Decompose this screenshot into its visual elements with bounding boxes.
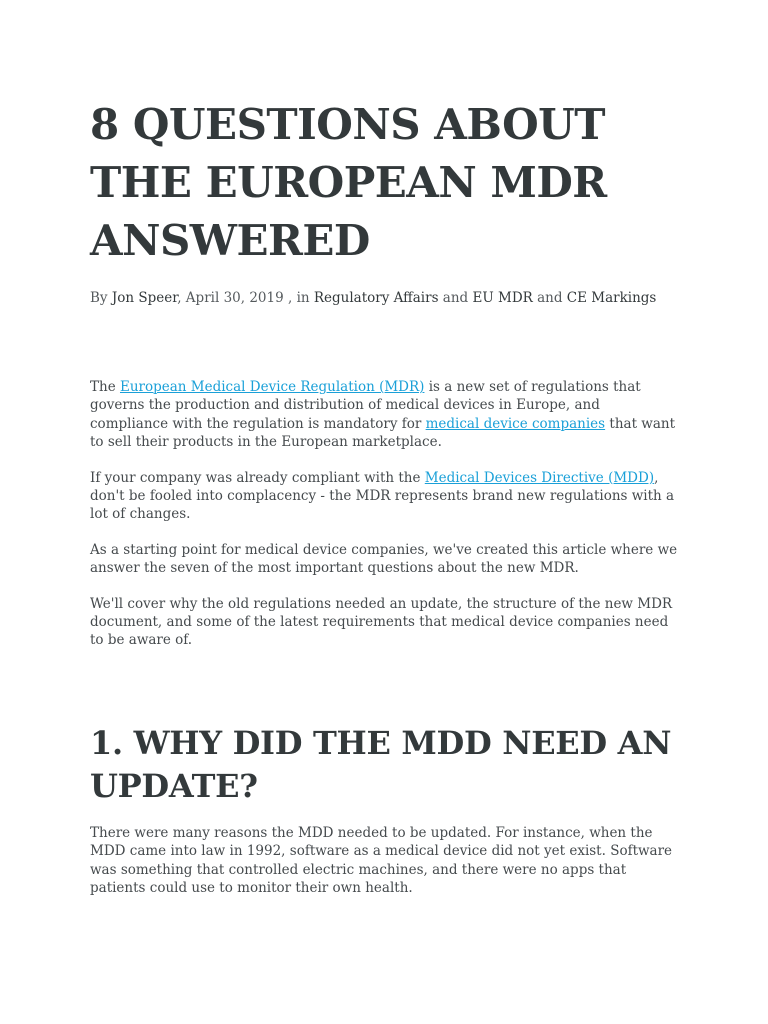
byline-and-2: and <box>532 290 567 306</box>
category-eu-mdr: EU MDR <box>472 290 533 306</box>
category-ce-markings: CE Markings <box>566 290 657 306</box>
byline-author: Jon Speer <box>111 290 178 306</box>
link-european-mdr[interactable]: European Medical Device Regulation (MDR) <box>119 379 425 395</box>
p2-text-1: If your company was already compliant with the <box>90 469 425 486</box>
byline <box>90 288 680 308</box>
intro-paragraph-2 <box>90 469 680 524</box>
category-regulatory-affairs: Regulatory Affairs <box>313 290 439 306</box>
section-1-paragraph-1: There were many reasons the MDD needed to be updated. For instance, when the MDD came into law in 1992, software as a medical device did not yet exist. Software was something that controlled electric machines, and there were no apps that patients could use to monitor their own health. <box>90 824 673 897</box>
section-1-body <box>90 824 680 898</box>
link-medical-devices-directive[interactable]: Medical Devices Directive (MDD) <box>424 469 655 486</box>
p1-text-1: The <box>90 379 120 395</box>
byline-date: , April 30, 2019 , in <box>177 290 314 306</box>
byline-and-1: and <box>438 290 473 306</box>
intro-paragraph-1 <box>90 378 680 452</box>
article-title: 8 QUESTIONS ABOUT THE EUROPEAN MDR ANSWERED <box>90 100 607 265</box>
intro-paragraph-4: We'll cover why the old regulations needed an update, the structure of the new MDR document, and some of the latest requirements that medical device companies need to be aware of. <box>90 595 673 649</box>
p2-text-2: , don't be fooled into complacency - the MDR represents brand new regulations with a lot of changes. <box>90 469 675 523</box>
byline-by: By <box>90 290 112 306</box>
intro-paragraph-3: As a starting point for medical device companies, we've created this article where we answer the seven of the most important questions about the new MDR. <box>90 541 678 577</box>
intro-section <box>90 378 680 650</box>
p1-text-3: that want to sell their products in the European marketplace. <box>90 415 676 451</box>
link-medical-device-companies[interactable]: medical device companies <box>425 415 606 432</box>
section-1-heading: 1. WHY DID THE MDD NEED AN UPDATE? <box>90 723 672 805</box>
p1-text-2: is a new set of regulations that governs the production and distribution of medical devices in Europe, and compliance with the regulation is mandatory for <box>90 379 641 432</box>
